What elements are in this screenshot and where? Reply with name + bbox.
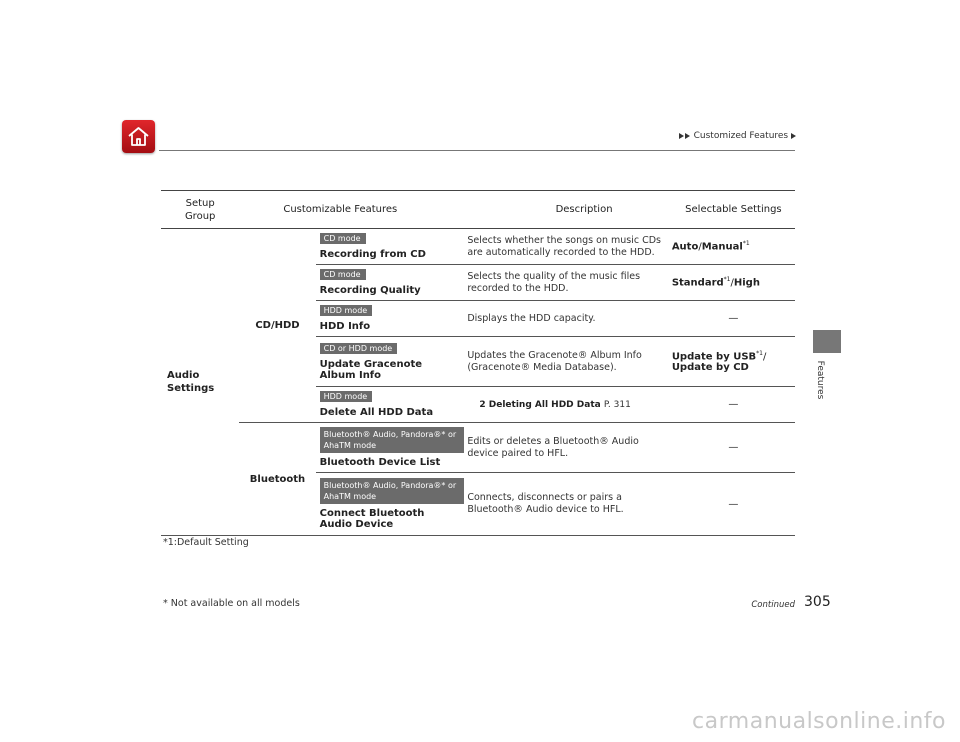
continued-label: Continued <box>751 600 795 610</box>
selectable-setting: — <box>672 473 795 536</box>
breadcrumb[interactable] <box>679 131 797 141</box>
mode-tag: CD mode <box>320 269 366 280</box>
subgroup-cell <box>239 423 315 536</box>
selectable-setting: Standard$^{*1}$/High <box>672 265 795 301</box>
section-tab[interactable] <box>813 330 841 353</box>
home-button[interactable] <box>122 120 155 153</box>
mode-tag: Bluetooth® Audio, Pandora®* or AhaTM mode <box>320 427 464 453</box>
feature-name: Recording from CD <box>319 249 426 260</box>
selectable-setting: Update by USB$^{*1}$/ Update by CD <box>672 337 795 387</box>
table-row <box>161 229 795 265</box>
footnote-default-setting: *1:Default Setting <box>163 537 249 548</box>
home-icon <box>127 125 150 148</box>
description: Edits or deletes a Bluetooth® Audio device paired to HFL. <box>467 423 672 473</box>
page-number: 305 <box>804 594 831 610</box>
subgroup-cell <box>239 229 315 423</box>
mode-tag: HDD mode <box>320 391 373 402</box>
col-header-features: Customizable Features <box>239 191 467 229</box>
table-row <box>161 423 795 473</box>
selectable-setting: — <box>672 387 795 423</box>
feature-name: Recording Quality <box>319 285 421 296</box>
setup-group-label: Audio Settings <box>167 370 215 394</box>
settings-table <box>161 190 795 536</box>
subgroup-label: Bluetooth <box>249 473 306 485</box>
reference-page: P. 311 <box>603 400 631 410</box>
reference-arrow-icon: 2 <box>479 400 486 410</box>
selectable-setting: — <box>672 301 795 337</box>
mode-tag: CD mode <box>320 233 366 244</box>
cross-reference[interactable] <box>467 387 672 423</box>
description: Updates the Gracenote® Album Info (Gracenote® Media Database). <box>467 337 672 387</box>
reference-label: Deleting All HDD Data <box>488 400 601 410</box>
feature-name: HDD Info <box>319 321 371 332</box>
table-header-row <box>161 191 795 229</box>
breadcrumb-label: Customized Features <box>693 131 789 141</box>
description: Selects whether the songs on music CDs are automatically recorded to the HDD. <box>467 229 672 265</box>
feature-name: Update Gracenote Album Info <box>319 358 423 381</box>
subgroup-label: CD/HDD <box>255 320 300 331</box>
col-header-setup-group: Setup Group <box>161 191 239 229</box>
breadcrumb-arrow-icon <box>685 133 690 139</box>
feature-name: Bluetooth Device List <box>319 457 441 468</box>
section-label: Features <box>815 360 825 400</box>
setup-group-cell <box>161 229 239 536</box>
description: Displays the HDD capacity. <box>467 301 672 337</box>
feature-name: Connect Bluetooth Audio Device <box>319 508 425 530</box>
breadcrumb-arrow-icon <box>679 133 684 139</box>
breadcrumb-arrow-icon <box>791 133 796 139</box>
mode-tag: Bluetooth® Audio, Pandora®* or AhaTM mode <box>320 478 464 504</box>
availability-note: * Not available on all models <box>163 598 300 609</box>
header-divider <box>159 150 795 151</box>
description: Selects the quality of the music files recorded to the HDD. <box>467 265 672 301</box>
col-header-description: Description <box>467 191 672 229</box>
mode-tag: HDD mode <box>320 305 373 316</box>
selectable-setting: Auto/Manual$^{*1}$ <box>672 229 795 265</box>
feature-name: Delete All HDD Data <box>319 407 434 418</box>
selectable-setting: — <box>672 423 795 473</box>
description: Connects, disconnects or pairs a Bluetooth® Audio device to HFL. <box>467 473 672 536</box>
col-header-settings: Selectable Settings <box>672 191 795 229</box>
mode-tag: CD or HDD mode <box>320 343 398 354</box>
watermark: carmanualsonline.info <box>692 709 946 734</box>
